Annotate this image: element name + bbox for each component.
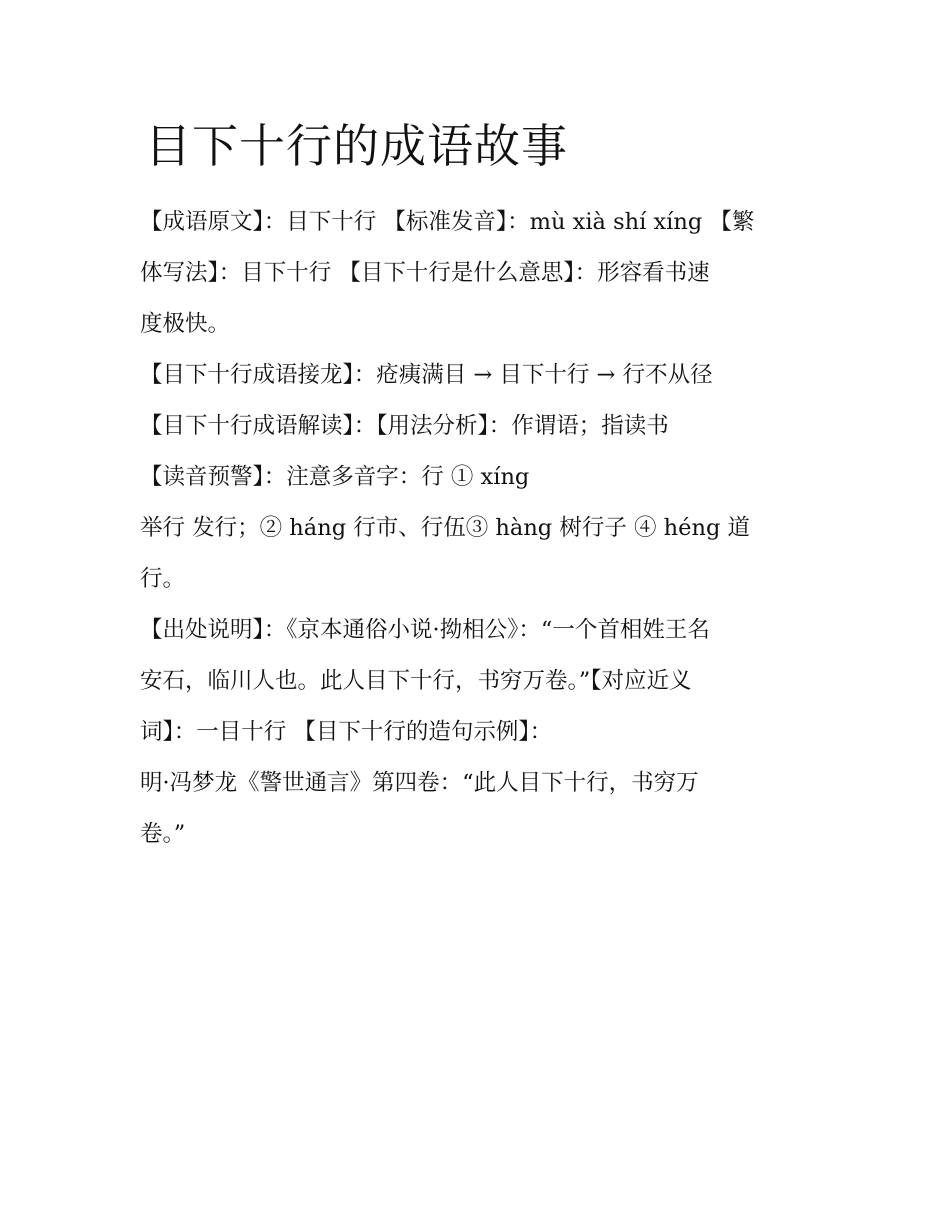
text-line: 【成语原文】：目下十行 【标准发音】：mù xià shí xíng 【繁 — [140, 209, 755, 235]
document-body — [140, 197, 820, 860]
text-line: 【目下十行成语接龙】：疮痍满目 → 目下十行 → 行不从径 — [140, 362, 713, 388]
text-line: 卷。” — [140, 821, 186, 847]
text-line: 词】：一目十行 【目下十行的造句示例】： — [140, 719, 553, 745]
text-line: 举行 发行；② háng 行市、行伍③ hàng 树行子 ④ héng 道 — [140, 515, 751, 541]
document-title: 目下十行的成语故事 — [145, 119, 568, 173]
text-line: 【出处说明】：《京本通俗小说·拗相公》：“一个首相姓王名 — [140, 617, 710, 643]
text-line: 安石，临川人也。此人目下十行，书穷万卷。”【对应近义 — [140, 668, 692, 694]
text-line: 度极快。 — [140, 311, 231, 337]
text-line: 行。 — [140, 566, 186, 592]
text-line: 【读音预警】：注意多音字：行 ① xíng — [140, 464, 530, 490]
text-line: 【目下十行成语解读】：【用法分析】：作谓语；指读书 — [140, 413, 669, 439]
text-line: 明·冯梦龙《警世通言》第四卷：“此人目下十行，书穷万 — [140, 770, 699, 796]
text-line: 体写法】：目下十行 【目下十行是什么意思】：形容看书速 — [140, 260, 710, 286]
